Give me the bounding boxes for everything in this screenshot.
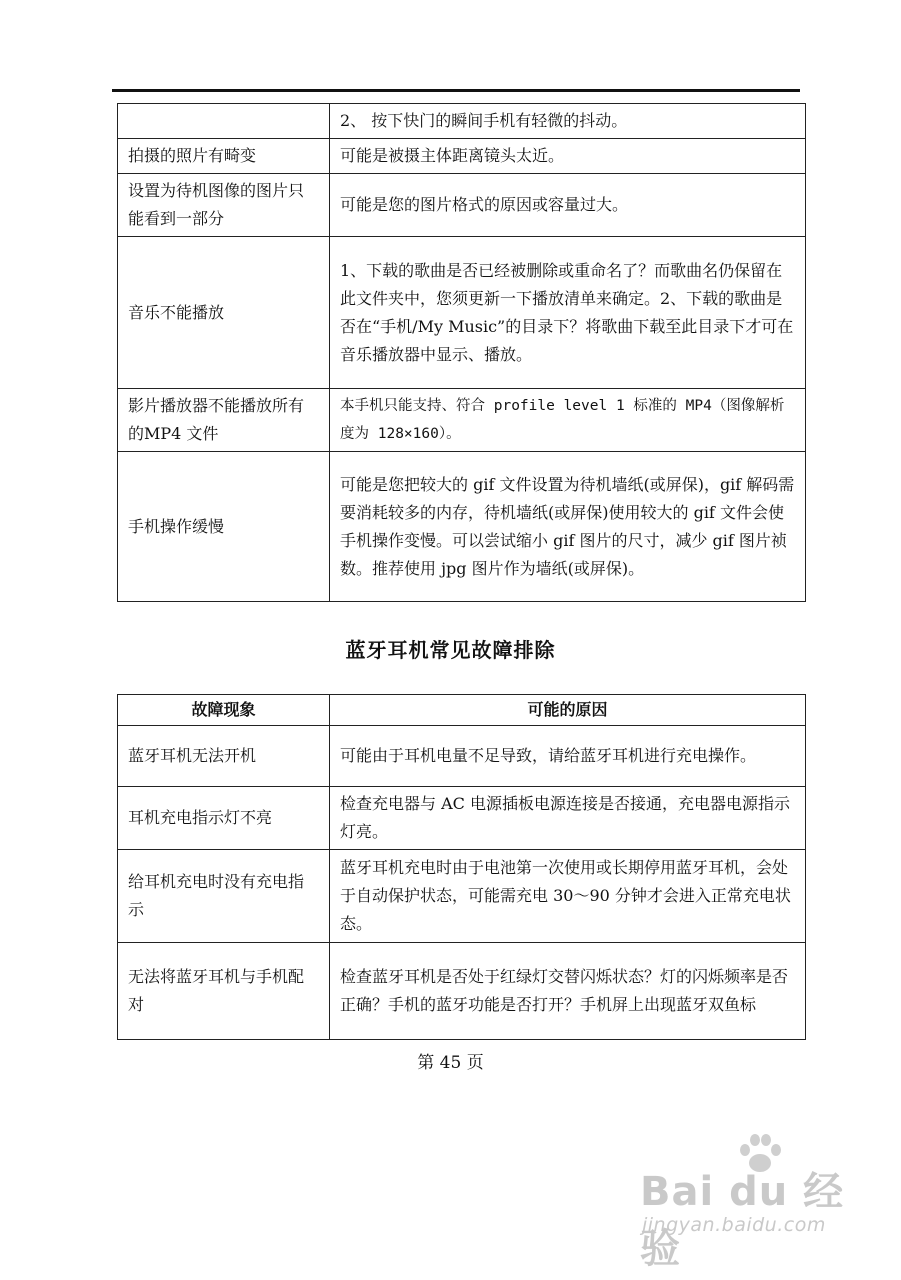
cause-cell: 可能由于耳机电量不足导致，请给蓝牙耳机进行充电操作。	[330, 726, 806, 787]
symptom-cell: 音乐不能播放	[118, 237, 330, 389]
symptom-cell: 手机操作缓慢	[118, 452, 330, 602]
table-row	[118, 139, 806, 174]
symptom-cell: 拍摄的照片有畸变	[118, 139, 330, 174]
baidu-jingyan-watermark	[640, 1140, 870, 1272]
table-row	[118, 104, 806, 139]
page-number: 第 45 页	[417, 1053, 484, 1073]
table-header-row	[118, 695, 806, 726]
column-header-cause: 可能的原因	[330, 695, 806, 726]
cause-cell: 本手机只能支持、符合 profile level 1 标准的 MP4（图像解析度为 128×160）。	[330, 389, 806, 452]
symptom-cell: 影片播放器不能播放所有的MP4 文件	[118, 389, 330, 452]
table-row	[118, 850, 806, 943]
table-row	[118, 943, 806, 1040]
cause-cell: 检查蓝牙耳机是否处于红绿灯交替闪烁状态？灯的闪烁频率是否正确？手机的蓝牙功能是否打开？手机屏上出现蓝牙双鱼标	[330, 943, 806, 1040]
symptom-cell: 设置为待机图像的图片只能看到一部分	[118, 174, 330, 237]
table-row	[118, 452, 806, 602]
symptom-cell: 耳机充电指示灯不亮	[118, 787, 330, 850]
cause-cell: 可能是您的图片格式的原因或容量过大。	[330, 174, 806, 237]
bluetooth-troubleshooting-table	[117, 694, 806, 1040]
cause-cell: 可能是被摄主体距离镜头太近。	[330, 139, 806, 174]
table-row	[118, 237, 806, 389]
watermark-brand: Bai du 经验	[640, 1169, 845, 1272]
symptom-cell: 无法将蓝牙耳机与手机配对	[118, 943, 330, 1040]
phone-troubleshooting-table	[117, 103, 806, 602]
table-row	[118, 174, 806, 237]
cause-cell: 检查充电器与 AC 电源插板电源连接是否接通，充电器电源指示灯亮。	[330, 787, 806, 850]
table-row	[118, 787, 806, 850]
cause-cell: 2、 按下快门的瞬间手机有轻微的抖动。	[330, 104, 806, 139]
cause-cell: 蓝牙耳机充电时由于电池第一次使用或长期停用蓝牙耳机，会处于自动保护状态，可能需充电 30～90 分钟才会进入正常充电状态。	[330, 850, 806, 943]
cause-cell: 可能是您把较大的 gif 文件设置为待机墙纸(或屏保)，gif 解码需要消耗较多的内存，待机墙纸(或屏保)使用较大的 gif 文件会使手机操作变慢。可以尝试缩小 gif 图片的尺寸，减少 gif 图片祯数。推荐使用 jpg 图片作为墙纸(或屏保)。	[330, 452, 806, 602]
section-title: 蓝牙耳机常见故障排除	[345, 638, 556, 662]
symptom-cell	[118, 104, 330, 139]
watermark-url: jingyan.baidu.com	[642, 1214, 826, 1236]
table-row	[118, 726, 806, 787]
symptom-cell: 给耳机充电时没有充电指示	[118, 850, 330, 943]
column-header-symptom: 故障现象	[118, 695, 330, 726]
symptom-cell: 蓝牙耳机无法开机	[118, 726, 330, 787]
cause-cell: 1、下载的歌曲是否已经被删除或重命名了？而歌曲名仍保留在此文件夹中，您须更新一下播放清单来确定。2、下载的歌曲是否在“手机/My Music”的目录下？将歌曲下载至此目录下才可在音乐播放器中显示、播放。	[330, 237, 806, 389]
table-row	[118, 389, 806, 452]
